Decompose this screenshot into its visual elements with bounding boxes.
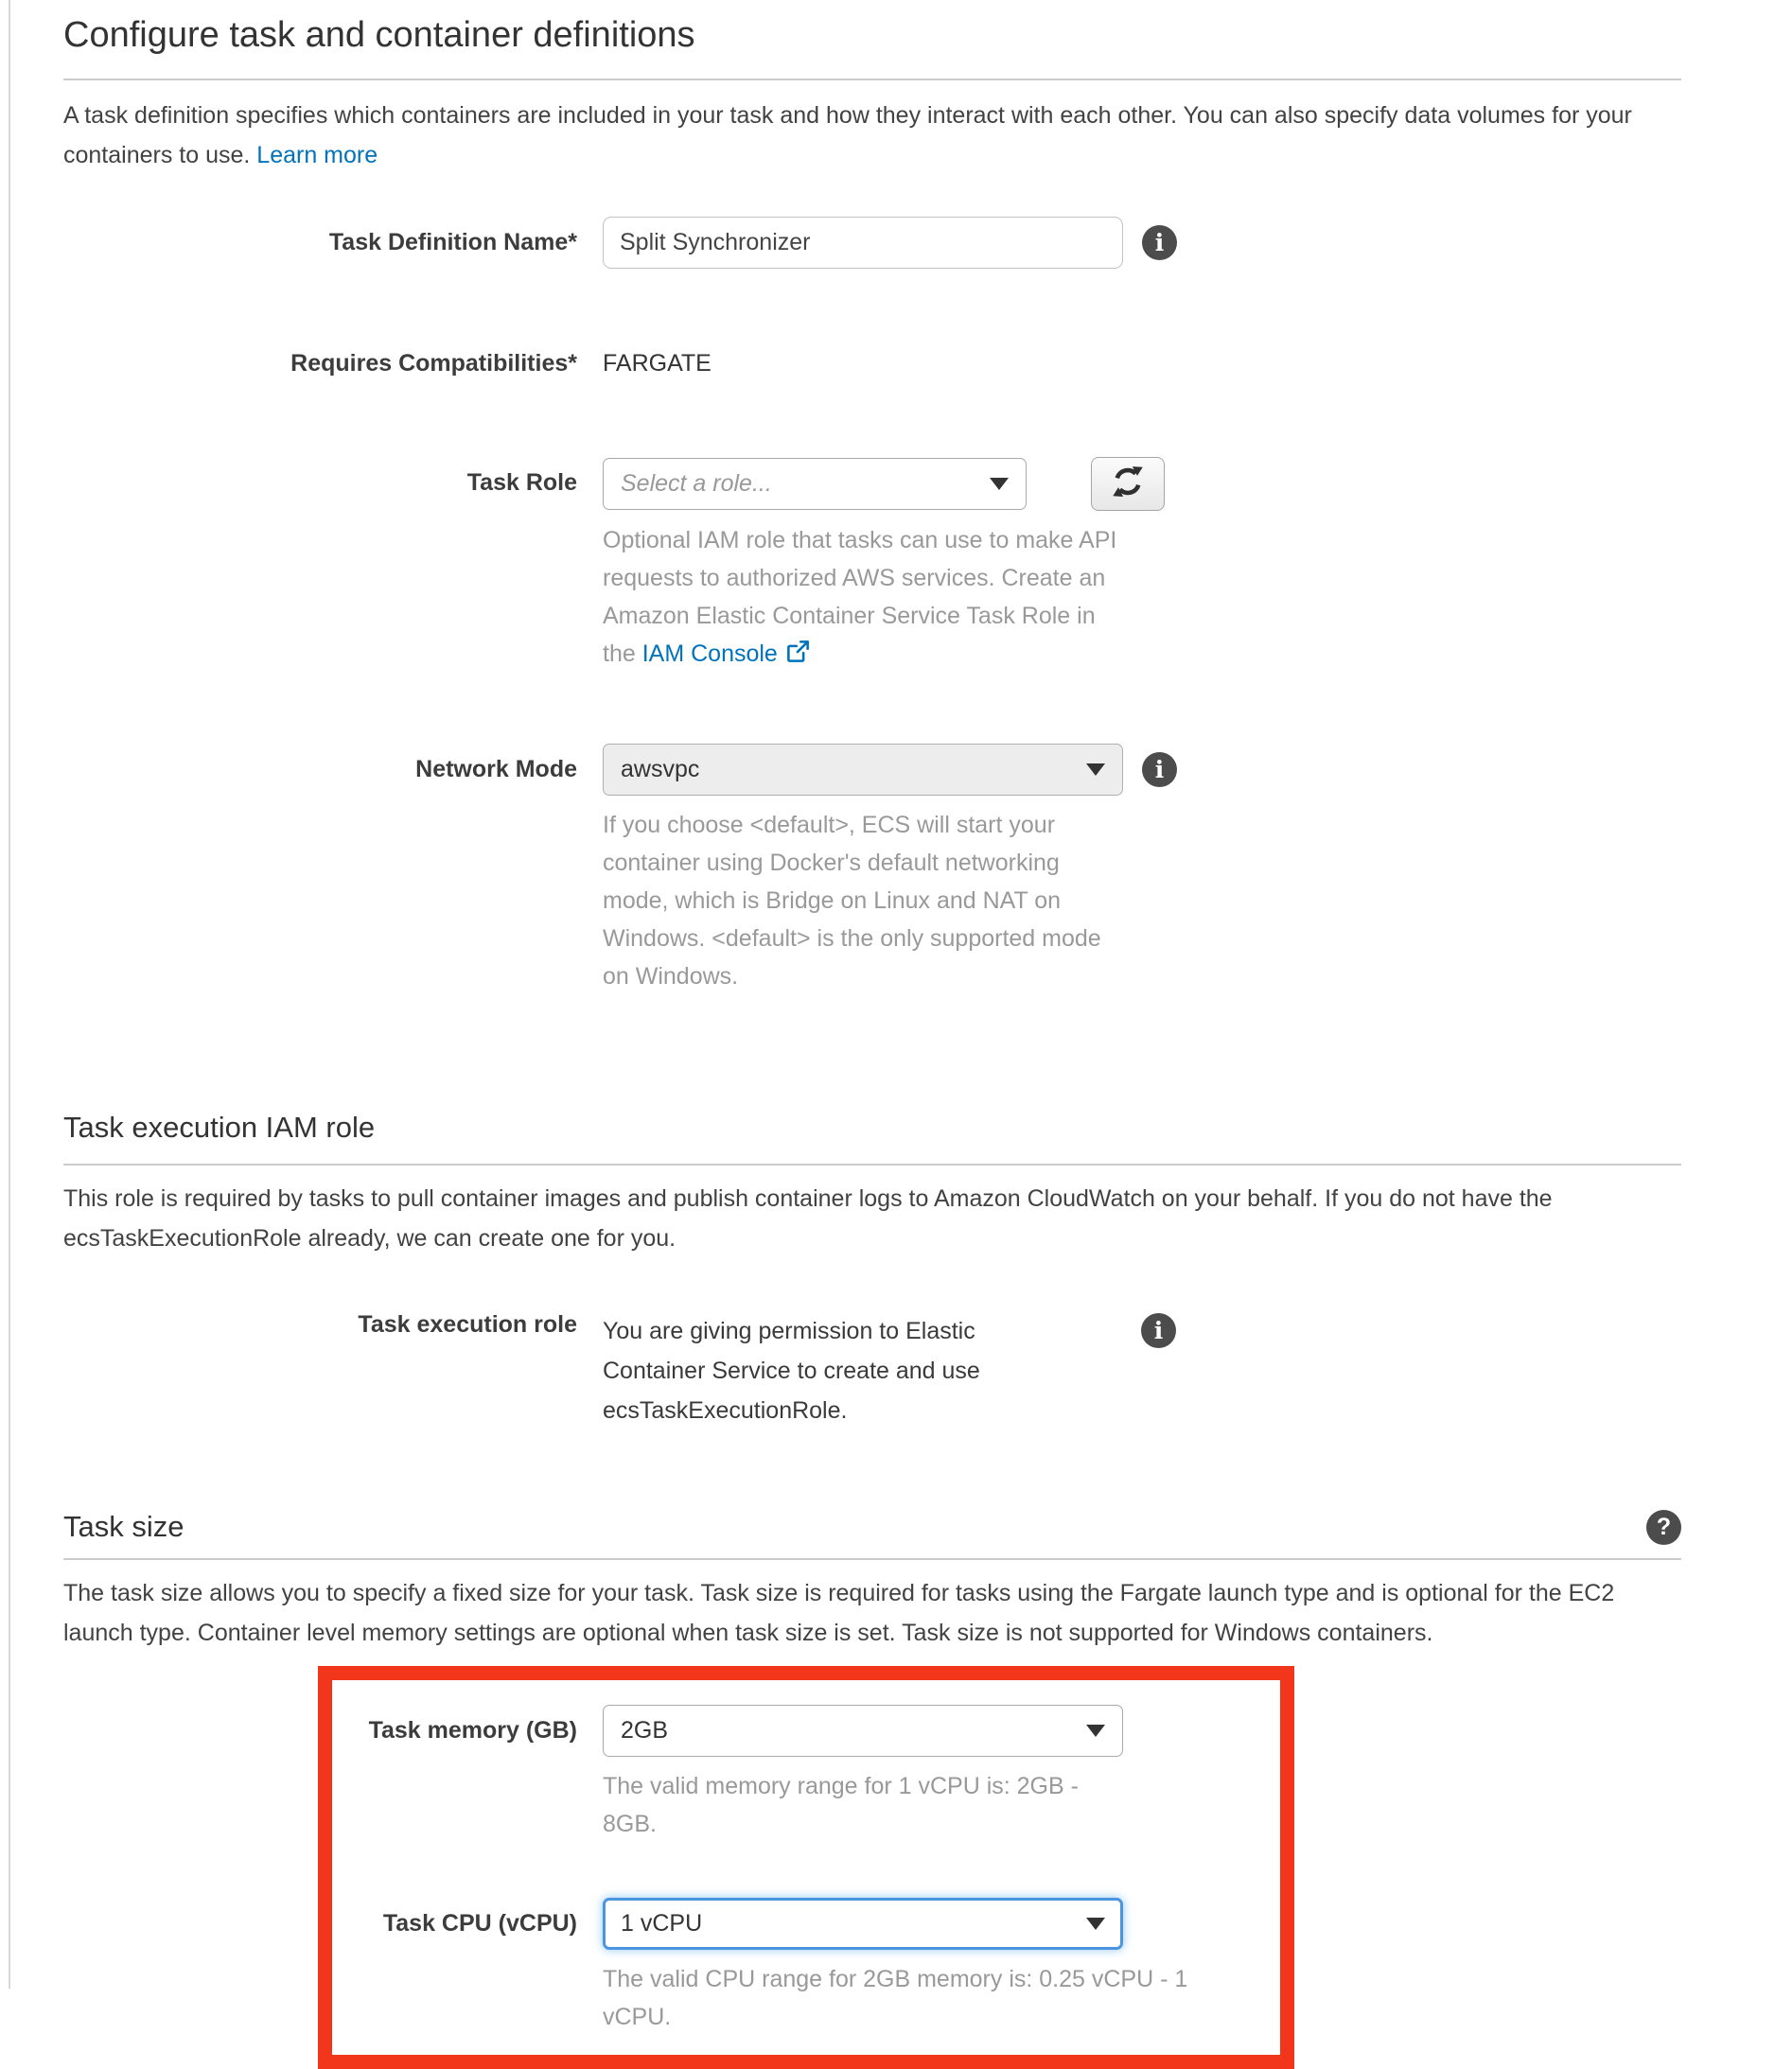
- chevron-down-icon: [1086, 1725, 1105, 1737]
- task-execution-role-row: [63, 1311, 1681, 1430]
- task-role-row: [63, 457, 1681, 675]
- task-role-help-text: Optional IAM role that tasks can use to make API requests to authorized AWS services. Create an Amazon Elastic Container Service Task Role in the: [603, 527, 1117, 667]
- chevron-down-icon: [990, 478, 1009, 490]
- chevron-down-icon: [1086, 1918, 1105, 1930]
- task-size-description: The task size allows you to specify a fixed size for your task. Task size is required for tasks using the Fargate launch type and is optional for the EC2 launch type. Container level memory settings are optional when task size is set. Task size is not supported for Windows containers.: [63, 1580, 1615, 1646]
- task-definition-name-label: Task Definition Name*: [328, 229, 577, 255]
- task-execution-description: This role is required by tasks to pull container images and publish container logs to Amazon CloudWatch on your behalf. If you do not have the ecsTaskExecutionRole already, we can create one for you.: [63, 1185, 1553, 1252]
- info-icon[interactable]: i: [1142, 752, 1177, 787]
- network-mode-help: If you choose <default>, ECS will start your container using Docker's default networking mode, which is Bridge on Linux and NAT on Windows. <default> is the only supported mode on Windows.: [603, 812, 1101, 990]
- configure-task-page: [63, 15, 1681, 2069]
- refresh-roles-button[interactable]: [1091, 457, 1165, 511]
- iam-console-link[interactable]: [642, 640, 811, 667]
- task-memory-value: 2GB: [621, 1717, 669, 1744]
- panel-left-border: [9, 0, 10, 1989]
- task-execution-section: [63, 1111, 1681, 1430]
- task-execution-role-value: You are giving permission to Elastic Container Service to create and use ecsTaskExecutionRole.: [603, 1318, 980, 1424]
- page-title: Configure task and container definitions: [63, 15, 695, 55]
- refresh-icon: [1112, 465, 1144, 502]
- section-divider: [63, 1164, 1681, 1166]
- help-icon[interactable]: ?: [1646, 1510, 1681, 1545]
- requires-compatibilities-value: FARGATE: [603, 350, 712, 377]
- task-memory-label: Task memory (GB): [368, 1717, 577, 1744]
- task-cpu-row: [332, 1898, 1280, 2036]
- task-execution-heading: Task execution IAM role: [63, 1111, 376, 1144]
- task-role-placeholder: Select a role...: [621, 470, 772, 497]
- task-size-heading: Task size: [63, 1510, 184, 1543]
- requires-compatibilities-label: Requires Compatibilities*: [290, 350, 577, 377]
- task-cpu-select[interactable]: [603, 1898, 1123, 1950]
- learn-more-link[interactable]: Learn more: [256, 142, 378, 168]
- task-execution-role-label: Task execution role: [358, 1311, 577, 1338]
- task-cpu-label: Task CPU (vCPU): [382, 1910, 577, 1937]
- task-role-label: Task Role: [466, 469, 577, 496]
- task-definition-name-row: [63, 217, 1681, 269]
- task-cpu-help: The valid CPU range for 2GB memory is: 0.25 vCPU - 1 vCPU.: [603, 1966, 1188, 2030]
- title-divider: [63, 79, 1681, 80]
- section-divider: [63, 1558, 1681, 1560]
- info-icon[interactable]: i: [1141, 1313, 1176, 1348]
- task-memory-row: [332, 1705, 1280, 1843]
- task-memory-help: The valid memory range for 1 vCPU is: 2GB - 8GB.: [603, 1773, 1079, 1837]
- external-link-icon: [785, 643, 811, 670]
- network-mode-row: [63, 744, 1681, 995]
- page-description-text: A task definition specifies which containers are included in your task and how they interact with each other. You can also specify data volumes for your containers to use.: [63, 102, 1632, 168]
- page-description: [63, 96, 1681, 175]
- task-definition-name-input[interactable]: [603, 217, 1123, 269]
- iam-console-link-label: IAM Console: [641, 640, 778, 667]
- network-mode-value: awsvpc: [621, 756, 700, 782]
- task-size-section: [63, 1510, 1681, 2069]
- network-mode-label: Network Mode: [415, 756, 577, 782]
- task-role-select[interactable]: [603, 458, 1027, 510]
- annotation-red-box: [318, 1666, 1294, 2069]
- network-mode-select[interactable]: [603, 744, 1123, 796]
- task-role-help: [603, 521, 1121, 675]
- task-cpu-value: 1 vCPU: [621, 1910, 703, 1937]
- task-memory-select[interactable]: [603, 1705, 1123, 1757]
- chevron-down-icon: [1086, 763, 1105, 776]
- info-icon[interactable]: i: [1142, 225, 1177, 260]
- requires-compatibilities-row: [63, 350, 1681, 377]
